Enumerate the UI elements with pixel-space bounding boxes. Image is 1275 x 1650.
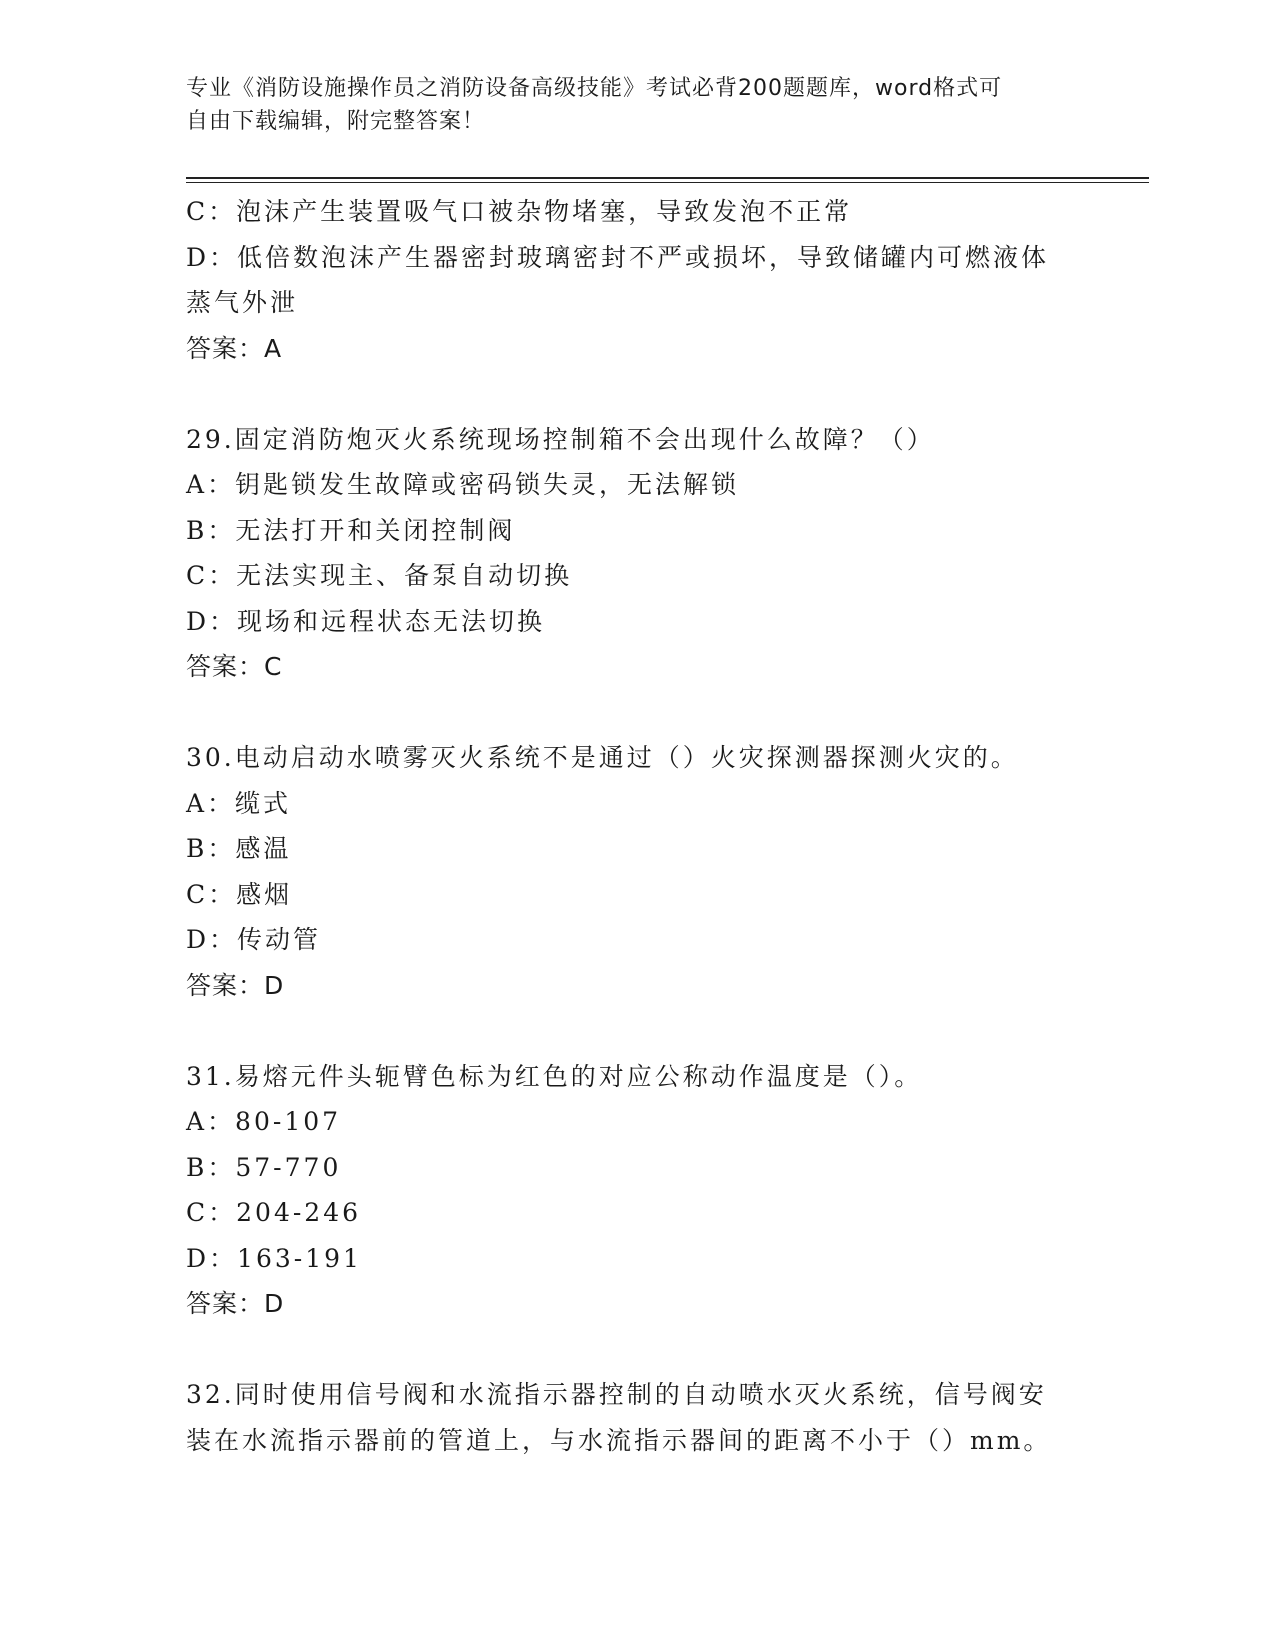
spacer xyxy=(186,371,1086,417)
option-d: D：现场和远程状态无法切换 xyxy=(186,606,546,636)
spacer xyxy=(186,690,1086,736)
option-a: A：钥匙锁发生故障或密码锁失灵，无法解锁 xyxy=(186,470,740,499)
question-32 xyxy=(186,1372,1086,1463)
header-line-1: 专业《消防设施操作员之消防设备高级技能》考试必背200题题库，word格式可 xyxy=(186,76,1003,101)
option-b: B：感温 xyxy=(186,834,292,863)
question-text: 31.易熔元件头轭臂色标为红色的对应公称动作温度是（）。 xyxy=(186,1061,923,1091)
option-d: D：163-191 xyxy=(186,1243,362,1273)
spacer xyxy=(186,1008,1086,1054)
answer: 答案：C xyxy=(186,652,283,681)
option-b: B：无法打开和关闭控制阀 xyxy=(186,515,516,545)
answer: 答案：A xyxy=(186,333,283,363)
option-d: D：传动管 xyxy=(186,925,322,954)
option-c: C：无法实现主、备泵自动切换 xyxy=(186,561,573,590)
answer: 答案：D xyxy=(186,1289,285,1318)
question-29 xyxy=(186,417,1086,690)
answer: 答案：D xyxy=(186,970,285,1000)
question-28-tail xyxy=(186,189,1086,371)
option-d-line-1: D：低倍数泡沫产生器密封玻璃密封不严或损坏，导致储罐内可燃液体 xyxy=(186,242,1050,272)
option-a: A：缆式 xyxy=(186,788,292,818)
option-c: C：204-246 xyxy=(186,1198,362,1227)
question-30 xyxy=(186,735,1086,1008)
option-c: C：泡沫产生装置吸气口被杂物堵塞，导致发泡不正常 xyxy=(186,197,853,226)
option-a: A：80-107 xyxy=(186,1107,342,1136)
question-31 xyxy=(186,1054,1086,1327)
question-text: 29.固定消防炮灭火系统现场控制箱不会出现什么故障？（） xyxy=(186,424,935,454)
question-text: 30.电动启动水喷雾灭火系统不是通过（）火灾探测器探测火灾的。 xyxy=(186,743,1019,772)
spacer xyxy=(186,1327,1086,1373)
question-text-line-2: 装在水流指示器前的管道上，与水流指示器间的距离不小于（）mm。 xyxy=(186,1425,1052,1455)
option-d-line-2: 蒸气外泄 xyxy=(186,288,299,317)
option-c: C：感烟 xyxy=(186,879,293,909)
question-text-line-1: 32.同时使用信号阀和水流指示器控制的自动喷水灭火系统，信号阀安 xyxy=(186,1380,1047,1409)
header-divider-thick xyxy=(186,177,1149,179)
header-divider-thin xyxy=(186,182,1149,183)
document-header xyxy=(186,72,1066,138)
question-content xyxy=(186,189,1086,1463)
header-line-2: 自由下载编辑，附完整答案！ xyxy=(186,109,486,134)
option-b: B：57-770 xyxy=(186,1152,342,1182)
